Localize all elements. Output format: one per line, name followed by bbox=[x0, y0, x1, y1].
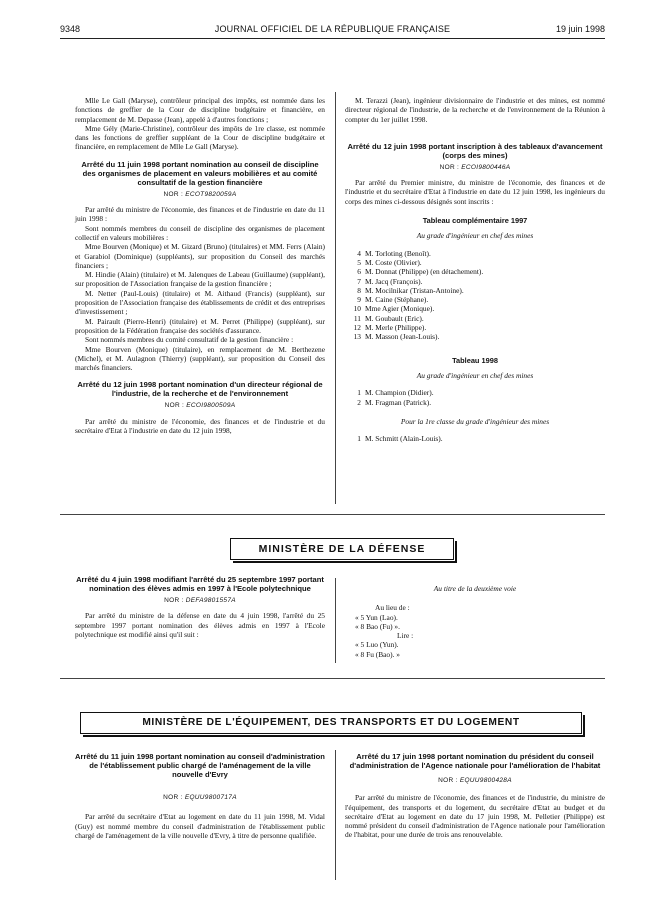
section-rule bbox=[60, 678, 605, 679]
nor-reference: NOR : EQUU9800428A bbox=[438, 777, 512, 784]
engineer-name: M. Schmitt (Alain-Louis). bbox=[365, 434, 443, 444]
rank-number: 1 bbox=[357, 434, 361, 444]
engineer-name: M. Caine (Stéphane). bbox=[365, 295, 429, 305]
nor-reference: NOR : ECOT9820059A bbox=[163, 190, 237, 198]
list-item bbox=[347, 398, 605, 407]
article-title: Arrêté du 12 juin 1998 portant inscription à des tableaux d'avancement (corps des mines) bbox=[347, 141, 603, 160]
paragraph: Par arrêté du ministre de l'économie, des finances et de l'industrie, du ministre de l'équipement, des transports et du logement, du secrétaire d'Etat au budget et du secrétaire d'Etat au logement en date du 17 juin 1998, M. Pelletier (Philippe) est nommé président du conseil d'administration de l'Agence nationale pour l'amélioration de l'habitat, pour une durée de trois ans renouvelable. bbox=[345, 793, 605, 840]
ministry-banner: MINISTÈRE DE L'ÉQUIPEMENT, DES TRANSPORTS ET DU LOGEMENT bbox=[80, 712, 582, 734]
rank-number: 1 bbox=[357, 388, 361, 398]
ministry-banner: MINISTÈRE DE LA DÉFENSE bbox=[230, 538, 454, 560]
rank-number: 11 bbox=[353, 313, 361, 323]
left-column bbox=[75, 96, 325, 435]
grade-heading: Pour la 1re classe du grade d'ingénieur des mines bbox=[400, 416, 550, 426]
article-title: Arrêté du 12 juin 1998 portant nomination d'un directeur régional de l'industrie, de la recherche et de l'environnement bbox=[77, 380, 323, 399]
list-item bbox=[347, 323, 605, 332]
article-title: Arrêté du 4 juin 1998 modifiant l'arrêté du 25 septembre 1997 portant nomination des élèves admis en 1997 à l'Ecole polytechnique bbox=[76, 575, 324, 593]
rank-number: 12 bbox=[353, 323, 361, 333]
nor-reference: NOR : DEFA9801557A bbox=[164, 597, 236, 604]
engineer-name: M. Goubault (Eric). bbox=[365, 313, 424, 323]
engineer-name: M. Mocilnikar (Tristan-Antoine). bbox=[365, 285, 464, 295]
list-item bbox=[347, 304, 605, 313]
paragraph: Mme Bourven (Monique) (titulaire), en remplacement de M. Berthezene (Michel), et M. Aulagnon (Thierry) (suppléant), sur proposition du Conseil des marchés financiers. bbox=[75, 344, 325, 373]
section-rule bbox=[60, 514, 605, 515]
right-column bbox=[345, 96, 605, 443]
rank-number: 5 bbox=[357, 257, 361, 267]
paragraph: Par arrêté du ministre de l'économie, des finances et de l'industrie et du secrétaire d'Etat à l'industrie en date du 12 juin 1998, bbox=[75, 416, 325, 436]
paragraph: Par arrêté du ministre de l'économie, des finances et de l'industrie en date du 11 juin 1998 : bbox=[75, 205, 325, 224]
article-title: Arrêté du 17 juin 1998 portant nomination du président du conseil d'administration de l'Agence nationale pour l'amélioration de l'habitat bbox=[349, 752, 601, 770]
amendment-line: « 5 Yun (Lao). bbox=[355, 612, 398, 622]
page-header bbox=[60, 22, 605, 39]
issue-date: 19 juin 1998 bbox=[555, 24, 605, 34]
column-divider bbox=[335, 92, 336, 504]
amendment-line: « 5 Luo (Yun). bbox=[355, 640, 399, 650]
list-item bbox=[347, 267, 605, 276]
rank-number: 8 bbox=[357, 285, 361, 295]
paragraph: Par arrêté du Premier ministre, du ministre de l'économie, des finances et de l'industrie et du secrétaire d'Etat à l'industrie en date du 12 juin 1998, les ingénieurs du corps des mines ci-dessous désignés sont inscrits : bbox=[345, 178, 605, 206]
amendment-label: Lire : bbox=[397, 631, 414, 641]
rank-number: 4 bbox=[357, 248, 361, 258]
table-title: Tableau 1998 bbox=[452, 355, 498, 365]
rank-number: 7 bbox=[357, 276, 361, 286]
rank-number: 13 bbox=[353, 332, 361, 342]
grade-heading: Au grade d'ingénieur en chef des mines bbox=[416, 231, 534, 241]
defense-amendment bbox=[345, 584, 605, 659]
list-item bbox=[347, 332, 605, 341]
list-item bbox=[347, 249, 605, 258]
equipement-article-right bbox=[345, 752, 605, 840]
amendment-line: « 8 Bao (Fu) ». bbox=[355, 621, 400, 631]
paragraph: Par arrêté du secrétaire d'Etat au logement en date du 11 juin 1998, M. Vidal (Guy) est nommé membre du conseil d'administration de l'établissement public chargé de l'aménagement de la ville nouvelle d'Evry, à titre de personne qualifiée. bbox=[75, 812, 325, 840]
rank-number: 6 bbox=[357, 267, 361, 277]
paragraph: Sont nommés membres du conseil de discipline des organismes de placement collectif en valeurs mobilières : bbox=[75, 223, 325, 242]
list-item bbox=[347, 277, 605, 286]
paragraph: Sont nommés membres du comité consultatif de la gestion financière : bbox=[85, 335, 294, 345]
rank-number: 2 bbox=[357, 397, 361, 407]
amendment-label: Au lieu de : bbox=[375, 603, 410, 613]
engineer-name: M. Torloting (Benoît). bbox=[365, 248, 431, 258]
engineer-name: M. Coste (Olivier). bbox=[365, 257, 422, 267]
list-item bbox=[347, 434, 605, 443]
list-item bbox=[347, 388, 605, 397]
engineer-name: M. Jacq (François). bbox=[365, 276, 423, 286]
engineer-name: M. Donnat (Philippe) (en détachement). bbox=[365, 267, 484, 277]
defense-article bbox=[75, 575, 325, 639]
engineer-name: M. Champion (Didier). bbox=[365, 388, 434, 398]
article-title: Arrêté du 11 juin 1998 portant nomination au conseil d'administration de l'établissement public chargé de l'aménagement de la ville nouvelle d'Evry bbox=[75, 752, 325, 779]
amendment-line: « 8 Fu (Bao). » bbox=[355, 649, 400, 659]
nor-reference: NOR : ECOI9800509A bbox=[164, 402, 236, 410]
article-title: Arrêté du 11 juin 1998 portant nomination au conseil de discipline des organismes de placement en valeurs mobilières et au comité consultatif de la gestion financière bbox=[81, 159, 319, 187]
paragraph: Mme Gély (Marie-Christine), contrôleur des impôts de 1re classe, est nommée dans les fonctions de greffier suppléant de la Cour de discipline budgétaire et financière, en remplacement de Mlle Le Gall (Maryse). bbox=[75, 123, 325, 152]
paragraph: Par arrêté du ministre de la défense en date du 4 juin 1998, l'arrêté du 25 septembre 1997 portant nomination des élèves admis en 1997 à l'Ecole polytechnique est modifié ainsi qu'il suit : bbox=[75, 611, 325, 639]
nor-reference: NOR : ECOI9800446A bbox=[439, 163, 511, 171]
rank-number: 10 bbox=[353, 304, 361, 314]
paragraph: M. Hindie (Alain) (titulaire) et M. Jalenques de Labeau (Guillaume) (suppléant), sur proposition de l'Association française de la gestion financière ; bbox=[75, 270, 325, 289]
paragraph: M. Pairault (Pierre-Henri) (titulaire) et M. Perret (Philippe) (suppléant), sur proposition de la Fédération française des sociétés d'assurance. bbox=[75, 316, 325, 335]
table-title: Tableau complémentaire 1997 bbox=[422, 216, 528, 226]
paragraph: M. Netter (Paul-Louis) (titulaire) et M. Aithaud (Francis) (suppléant), sur proposition de l'Association française des établissements de crédit et des entreprises d'investissement ; bbox=[75, 288, 325, 317]
list-item bbox=[347, 258, 605, 267]
column-divider bbox=[335, 750, 336, 880]
list-item bbox=[347, 314, 605, 323]
equipement-article-left bbox=[75, 752, 325, 840]
grade-heading: Au grade d'ingénieur en chef des mines bbox=[416, 370, 534, 380]
paragraph: Mme Bourven (Monique) et M. Gizard (Bruno) (titulaires) et MM. Ferrs (Alain) et Garabiol (Dominique) (suppléants), sur proposition du Conseil des marchés financiers ; bbox=[75, 242, 325, 270]
nor-reference: NOR : EQUU9800717A bbox=[163, 794, 237, 801]
engineer-name: M. Merle (Philippe). bbox=[365, 323, 427, 333]
rank-number: 9 bbox=[357, 295, 361, 305]
engineer-name: Mme Agier (Monique). bbox=[365, 304, 435, 314]
paragraph: Mlle Le Gall (Maryse), contrôleur principal des impôts, est nommée dans les fonctions de greffier de la Cour de discipline budgétaire et financière, en remplacement de M. Depasse (Jean), appelé à d'autres fonctions ; bbox=[75, 96, 325, 124]
engineer-name: M. Fragman (Patrick). bbox=[365, 397, 432, 407]
amendment-heading: Au titre de la deuxième voie bbox=[433, 584, 517, 593]
journal-title: JOURNAL OFFICIEL DE LA RÉPUBLIQUE FRANÇAISE bbox=[214, 24, 451, 34]
promotion-list bbox=[347, 249, 605, 342]
column-divider bbox=[335, 578, 336, 663]
promotion-list bbox=[347, 388, 605, 407]
list-item bbox=[347, 295, 605, 304]
paragraph: M. Terazzi (Jean), ingénieur divisionnaire de l'industrie et des mines, est nommé directeur régional de l'industrie, de la recherche et de l'environnement de la Réunion à compter du 1er juillet 1998. bbox=[345, 96, 605, 124]
promotion-list bbox=[347, 434, 605, 443]
engineer-name: M. Masson (Jean-Louis). bbox=[365, 332, 440, 342]
page-number: 9348 bbox=[60, 24, 81, 34]
list-item bbox=[347, 286, 605, 295]
